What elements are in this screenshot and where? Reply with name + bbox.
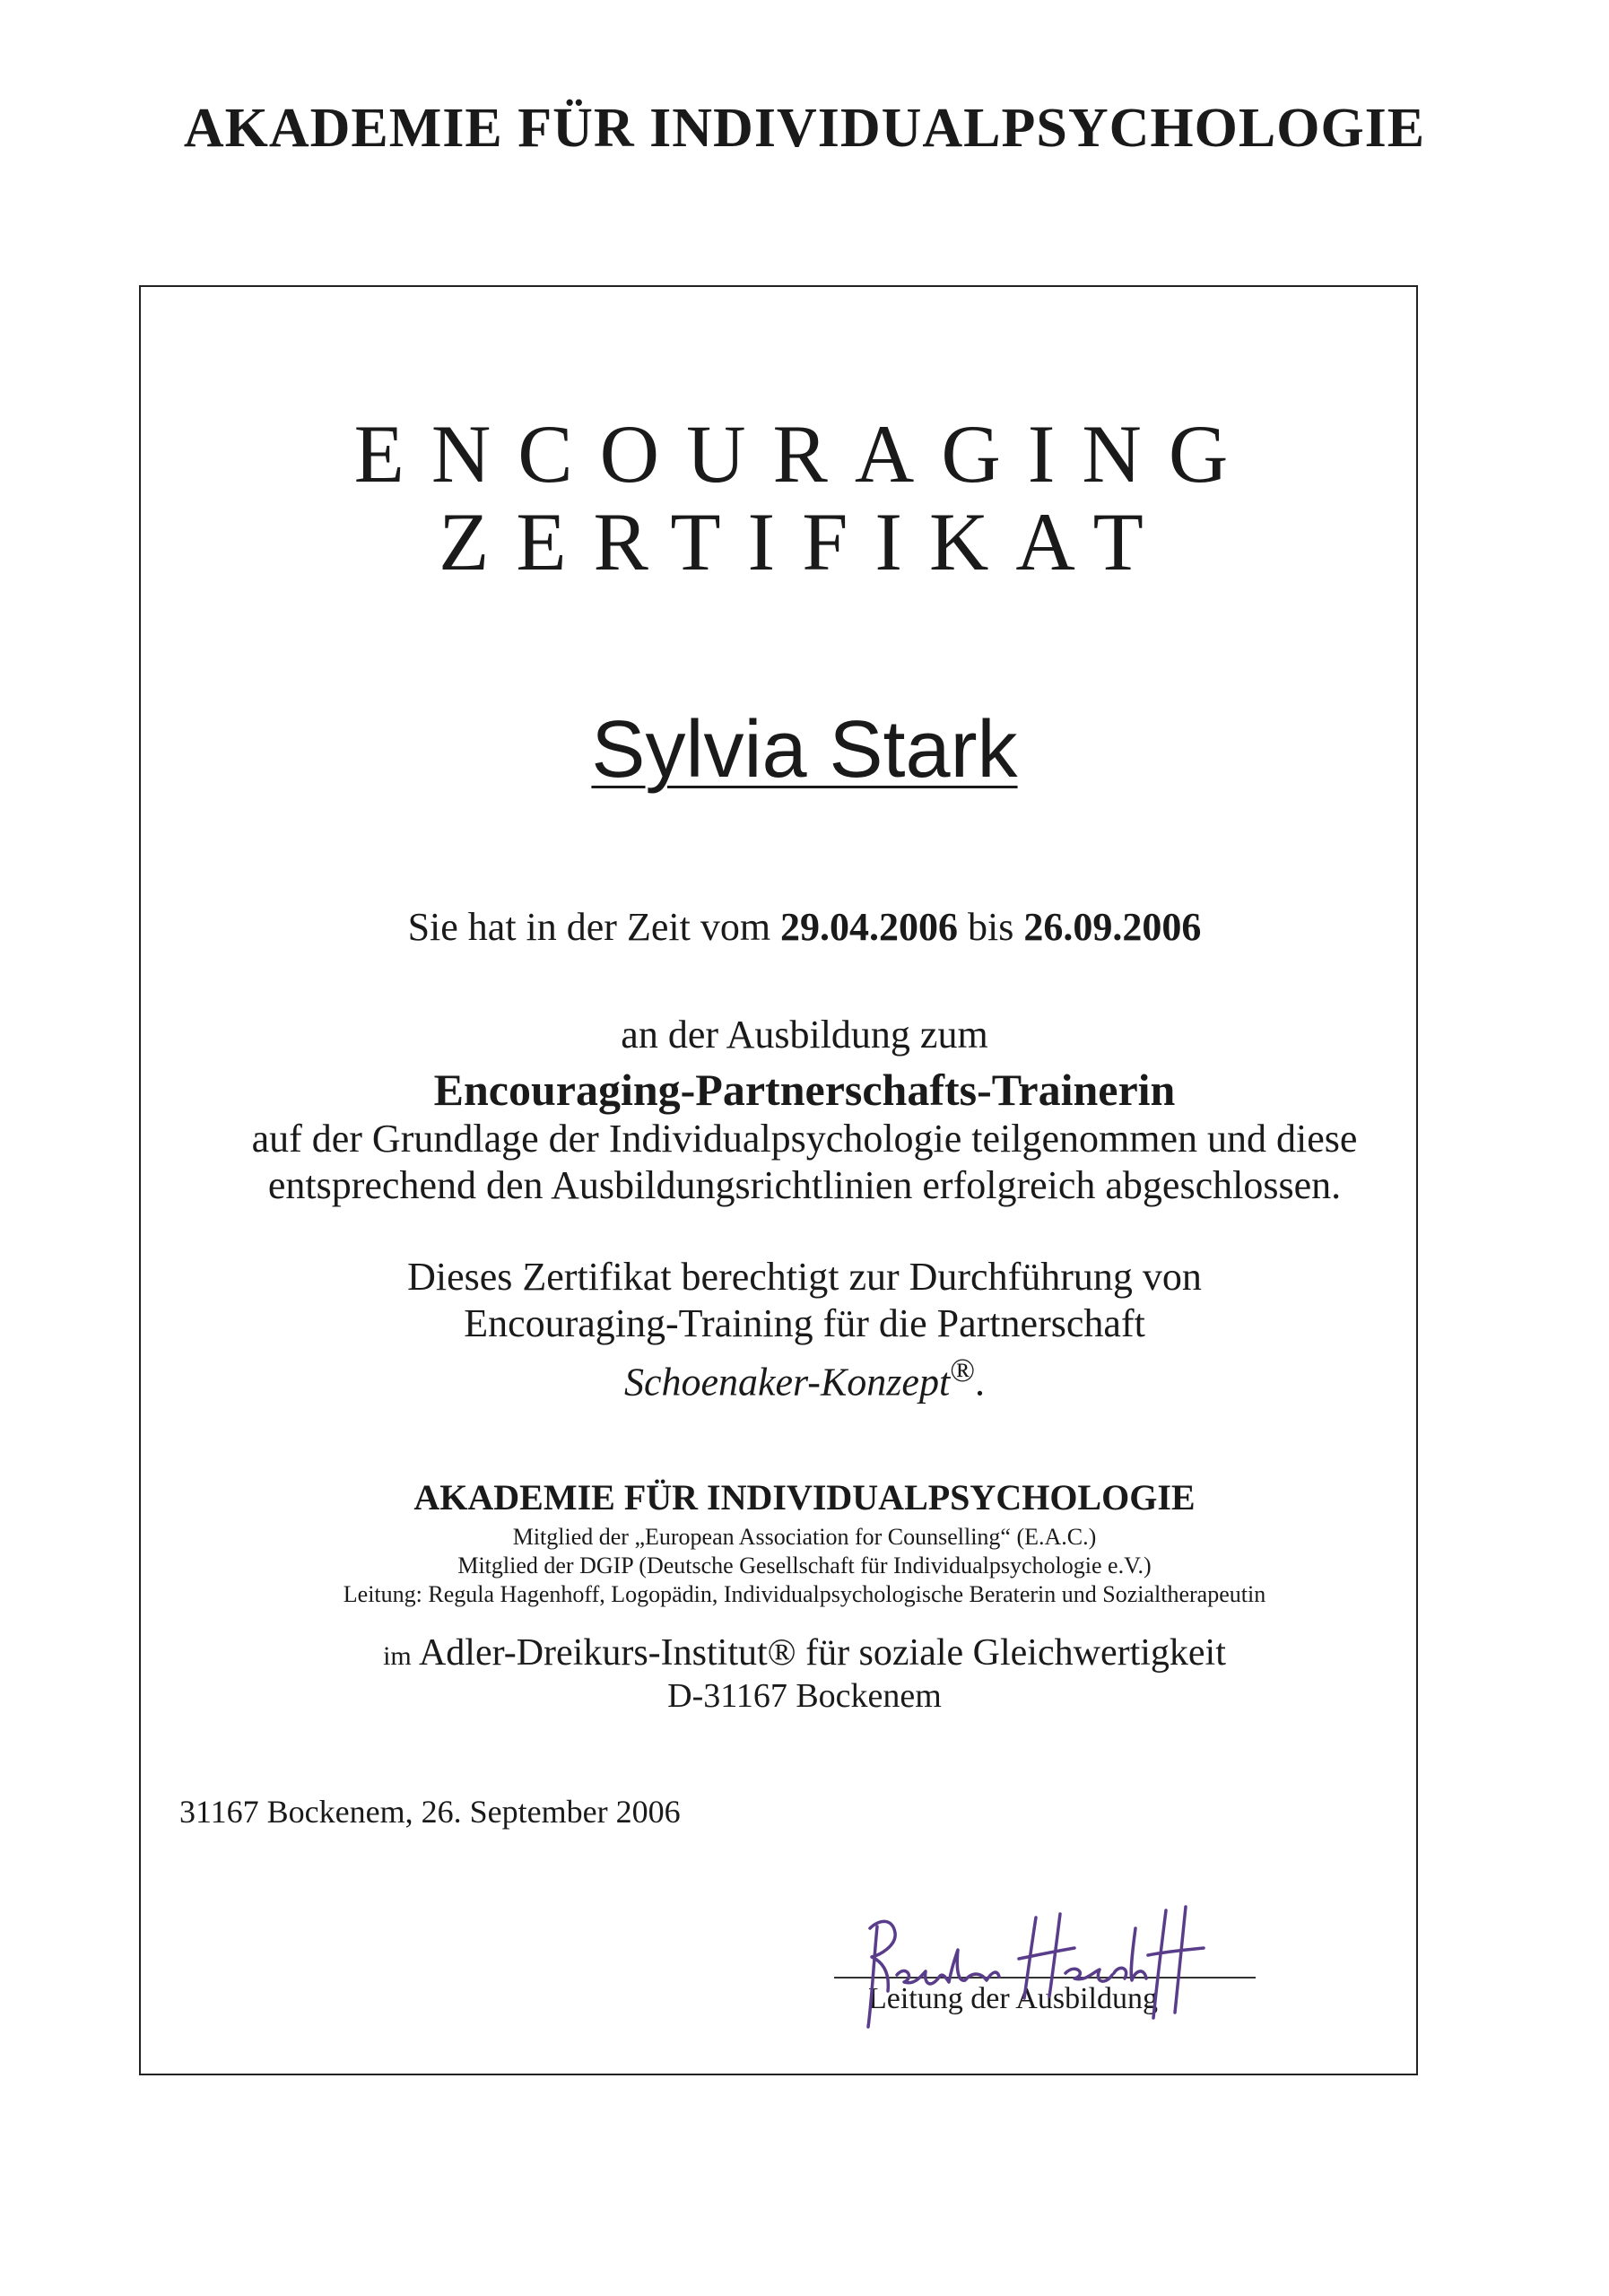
recipient-name	[0, 705, 1609, 795]
concept-line	[0, 1347, 1609, 1406]
handwritten-signature	[852, 1892, 1229, 2045]
course-intro: an der Ausbildung zum	[621, 1013, 988, 1057]
institute-prefix: im	[383, 1641, 412, 1671]
entitlement-text	[0, 1254, 1609, 1406]
institute-name: Adler-Dreikurs-Institut® für soziale Gleichwertigkeit	[418, 1632, 1226, 1674]
completion-line2: entsprechend den Ausbildungsrichtlinien erfolgreich abgeschlossen.	[267, 1163, 1342, 1207]
concept-name: Schoenaker-Konzept	[623, 1360, 951, 1405]
academy-membership-eac: Mitglied der „European Association for Counselling“ (E.A.C.)	[512, 1524, 1097, 1550]
signature-stroke-4	[1065, 1928, 1146, 1981]
recipient-name-text: Sylvia Stark	[591, 705, 1018, 795]
signature-caption: Leitung der Ausbildung	[868, 1982, 1158, 2015]
course-title: Encouraging-Partnerschafts-Trainerin	[433, 1065, 1176, 1115]
date-to: 26.09.2006	[1023, 905, 1202, 949]
period-middle: bis	[958, 905, 1024, 949]
certificate-title-line2: ZERTIFIKAT	[439, 496, 1170, 587]
completion-line1: auf der Grundlage der Individualpsychologie teilgenommen und diese	[251, 1117, 1358, 1161]
signature-stroke-5	[1148, 1907, 1204, 2018]
institute-city: D-31167 Bockenem	[667, 1677, 942, 1715]
signature-stroke-1	[868, 1921, 895, 2027]
concept-registered-mark: ®	[950, 1352, 976, 1388]
completion-text	[0, 1116, 1609, 1209]
place-date: 31167 Bockenem, 26. September 2006	[179, 1794, 681, 1830]
academy-leadership: Leitung: Regula Hagenhoff, Logopädin, Individualpsychologische Beraterin und Sozialtherapeutin	[343, 1581, 1266, 1607]
date-from: 29.04.2006	[780, 905, 959, 949]
academy-name: AKADEMIE FÜR INDIVIDUALPSYCHOLOGIE	[413, 1477, 1196, 1518]
certificate-title-line1: ENCOURAGING	[353, 408, 1256, 500]
signature-stroke-2	[897, 1950, 999, 1984]
page-header-title: AKADEMIE FÜR INDIVIDUALPSYCHOLOGIE	[183, 98, 1426, 159]
signature-stroke-3	[1019, 1914, 1074, 1998]
concept-end: .	[975, 1360, 986, 1405]
training-period	[0, 904, 1609, 951]
institute-line	[0, 1631, 1609, 1679]
academy-membership-dgip: Mitglied der DGIP (Deutsche Gesellschaft für Individualpsychologie e.V.)	[457, 1552, 1152, 1578]
entitlement-line2: Encouraging-Training für die Partnerschaft	[464, 1301, 1145, 1345]
entitlement-line1: Dieses Zertifikat berechtigt zur Durchführung von	[407, 1255, 1202, 1299]
academy-details	[0, 1523, 1609, 1609]
period-prefix: Sie hat in der Zeit vom	[407, 905, 781, 949]
